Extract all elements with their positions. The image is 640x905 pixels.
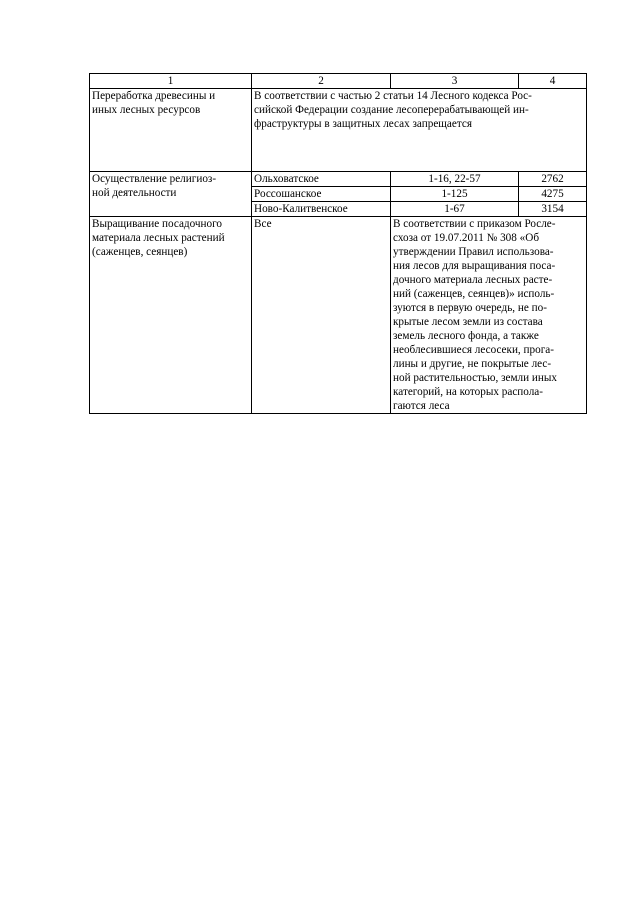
activity-cell <box>90 172 252 217</box>
regulation-text-line: гаются леса <box>393 400 450 412</box>
activity-text-line: ной деятельности <box>92 187 177 199</box>
regulation-text-line: земель лесного фонда, а также <box>393 330 539 342</box>
activity-text-line: Выращивание посадочного <box>92 218 223 230</box>
header-col-2: 2 <box>252 74 391 89</box>
forestry-cell: Россошанское <box>252 187 391 202</box>
table-header-row <box>90 74 587 89</box>
regulation-text-line: ния лесов для выращивания поса- <box>393 260 556 272</box>
header-col-3: 3 <box>391 74 519 89</box>
activity-text-line: материала лесных растений <box>92 232 225 244</box>
regulation-text-line: лины и другие, не покрытые лес- <box>393 358 552 370</box>
regulation-text-line: зуются в первую очередь, не по- <box>393 302 547 314</box>
table-row-religious-1 <box>90 172 587 187</box>
header-col-1: 1 <box>90 74 252 89</box>
regulation-text-line: фраструктуры в защитных лесах запрещается <box>254 118 472 130</box>
area-cell: 2762 <box>519 172 587 187</box>
activity-text-line: иных лесных ресурсов <box>92 104 201 116</box>
quarters-cell: 1-125 <box>391 187 519 202</box>
regulation-text-line: дочного материала лесных расте- <box>393 274 553 286</box>
table-row-planting <box>90 217 587 414</box>
header-col-4: 4 <box>519 74 587 89</box>
regulation-text-line: В соответствии с частью 2 статьи 14 Лесного кодекса Рос- <box>254 90 532 102</box>
regulation-text-line: В соответствии с приказом Росле- <box>393 218 556 230</box>
regulation-text-line: ной растительностью, земли иных <box>393 372 557 384</box>
activity-text-line: Переработка древесины и <box>92 90 216 102</box>
activity-text-line: (саженцев, сеянцев) <box>92 246 188 258</box>
regulation-text-line: крытые лесом земли из состава <box>393 316 543 328</box>
area-cell: 4275 <box>519 187 587 202</box>
activity-cell <box>90 217 252 414</box>
forest-use-table <box>89 73 587 414</box>
quarters-cell: 1-16, 22-57 <box>391 172 519 187</box>
forestry-cell: Ольховатское <box>252 172 391 187</box>
regulation-cell <box>391 217 587 414</box>
forestry-cell: Все <box>252 217 391 414</box>
regulation-text-line: ний (саженцев, сеянцев)» исполь- <box>393 288 555 300</box>
quarters-cell: 1-67 <box>391 202 519 217</box>
regulation-cell <box>252 89 587 172</box>
regulation-text-line: необлесившиеся лесосеки, прога- <box>393 344 554 356</box>
regulation-text-line: утверждении Правил использова- <box>393 246 554 258</box>
regulation-text-line: сийской Федерации создание лесоперерабатывающей ин- <box>254 104 529 116</box>
regulation-text-line: схоза от 19.07.2011 № 308 «Об <box>393 232 540 244</box>
activity-text-line: Осуществление религиоз- <box>92 173 217 185</box>
area-cell: 3154 <box>519 202 587 217</box>
regulation-text-line: категорий, на которых распола- <box>393 386 543 398</box>
activity-cell <box>90 89 252 172</box>
forestry-cell: Ново-Калитвенское <box>252 202 391 217</box>
table-row-wood-processing <box>90 89 587 172</box>
